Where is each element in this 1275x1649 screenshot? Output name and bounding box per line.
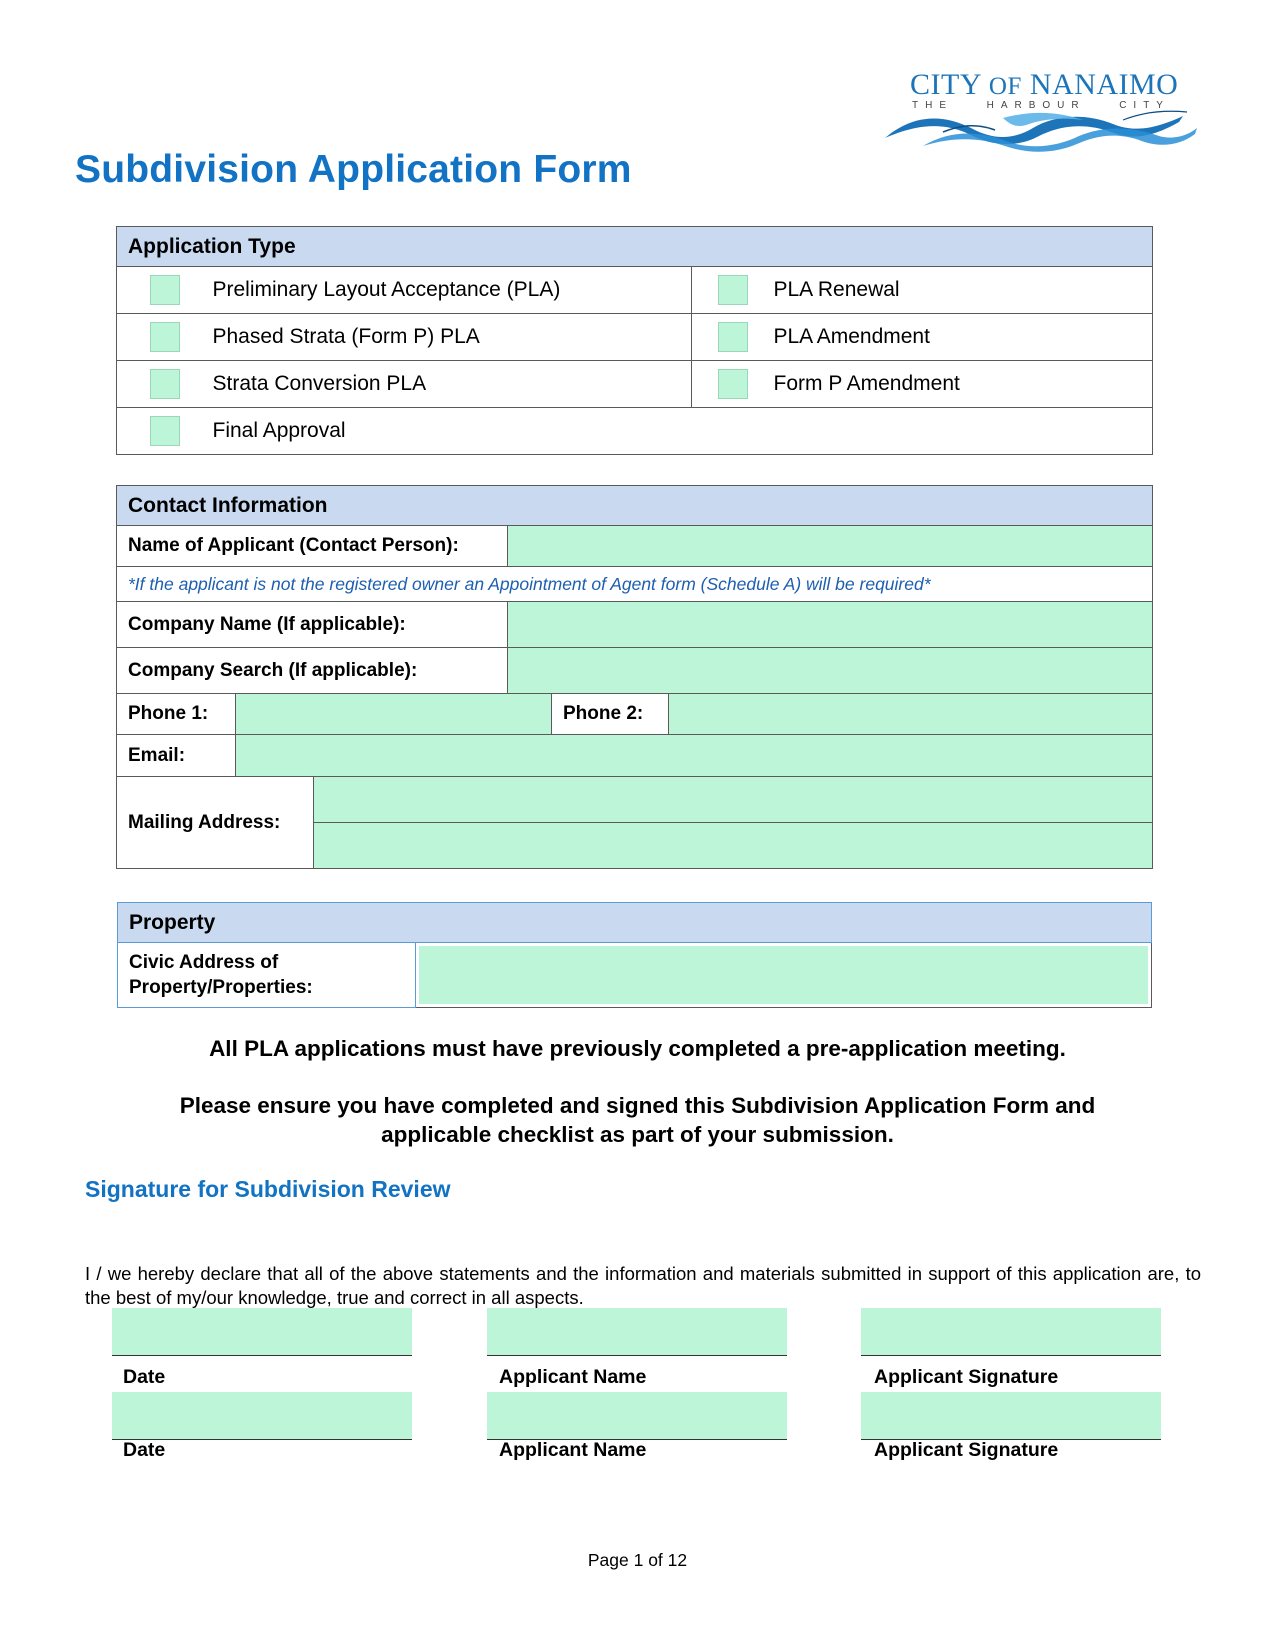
waves-icon <box>883 106 1201 156</box>
logo-title: CITY OF NANAIMO <box>910 68 1179 101</box>
page-number: Page 1 of 12 <box>587 1550 688 1570</box>
submission-notice: Please ensure you have completed and signed this Subdivision Application Form and applicable checklist as part of your submission. <box>179 1093 1096 1147</box>
option-label: Final Approval <box>213 408 1153 455</box>
option-label: Preliminary Layout Acceptance (PLA) <box>213 267 692 314</box>
option-label: Phased Strata (Form P) PLA <box>213 314 692 361</box>
pre-application-notice: All PLA applications must have previously completed a pre-application meeting. <box>209 1036 1066 1061</box>
logo-subtitle: THE HARBOUR CITY <box>912 100 1170 111</box>
option-label: PLA Amendment <box>774 314 1153 361</box>
checkbox-form-p-amendment[interactable] <box>718 369 748 399</box>
applicant-signature-label: Applicant Signature <box>874 1366 1059 1388</box>
application-type-header: Application Type <box>117 227 1153 267</box>
date-field-1[interactable] <box>112 1308 412 1356</box>
date-label: Date <box>123 1439 166 1461</box>
date-label: Date <box>123 1366 166 1388</box>
checkbox-strata-conversion-pla[interactable] <box>150 369 180 399</box>
declaration-text: I / we hereby declare that all of the above statements and the information and materials submitted in support of this application are, to the best of my/our knowledge, true and correct in all aspects. <box>85 1263 1201 1308</box>
option-label: Form P Amendment <box>774 361 1153 408</box>
phone-1-field[interactable] <box>236 694 552 735</box>
mailing-address-line-1[interactable] <box>314 777 1153 823</box>
checkbox-pla-renewal[interactable] <box>718 275 748 305</box>
company-name-label: Company Name (If applicable): <box>117 602 508 648</box>
applicant-name-field-1[interactable] <box>487 1308 787 1356</box>
phone-1-label: Phone 1: <box>117 694 236 735</box>
phone-2-label: Phone 2: <box>552 694 669 735</box>
application-type-table <box>116 226 1153 455</box>
property-header: Property <box>118 903 1152 943</box>
contact-information-table <box>116 485 1153 869</box>
page-title: Subdivision Application Form <box>75 148 632 191</box>
applicant-name-label: Applicant Name <box>499 1366 647 1388</box>
applicant-signature-label: Applicant Signature <box>874 1439 1059 1461</box>
option-label: Strata Conversion PLA <box>213 361 692 408</box>
civic-address-field[interactable] <box>419 946 1148 1004</box>
company-search-field[interactable] <box>508 648 1153 694</box>
applicant-name-label: Name of Applicant (Contact Person): <box>117 526 508 567</box>
company-name-field[interactable] <box>508 602 1153 648</box>
email-label: Email: <box>117 735 236 777</box>
company-search-label: Company Search (If applicable): <box>117 648 508 694</box>
mailing-address-line-2[interactable] <box>314 823 1153 869</box>
agent-note: *If the applicant is not the registered owner an Appointment of Agent form (Schedule A) will be required* <box>117 567 1153 602</box>
checkbox-final-approval[interactable] <box>150 416 180 446</box>
applicant-signature-field-1[interactable] <box>861 1308 1161 1356</box>
checkbox-pla-amendment[interactable] <box>718 322 748 352</box>
applicant-name-field[interactable] <box>508 526 1153 567</box>
option-label: PLA Renewal <box>774 267 1153 314</box>
phone-2-field[interactable] <box>669 694 1153 735</box>
email-field[interactable] <box>236 735 1153 777</box>
checkbox-phased-strata-pla[interactable] <box>150 322 180 352</box>
applicant-name-field-2[interactable] <box>487 1392 787 1440</box>
contact-information-header: Contact Information <box>117 486 1153 526</box>
applicant-name-label: Applicant Name <box>499 1439 647 1461</box>
city-of-nanaimo-logo <box>883 66 1201 156</box>
civic-address-label: Civic Address of Property/Properties: <box>118 943 416 1008</box>
checkbox-pla[interactable] <box>150 275 180 305</box>
applicant-signature-field-2[interactable] <box>861 1392 1161 1440</box>
property-table <box>117 902 1152 1008</box>
date-field-2[interactable] <box>112 1392 412 1440</box>
signature-heading: Signature for Subdivision Review <box>85 1176 451 1202</box>
mailing-address-label: Mailing Address: <box>117 777 314 869</box>
